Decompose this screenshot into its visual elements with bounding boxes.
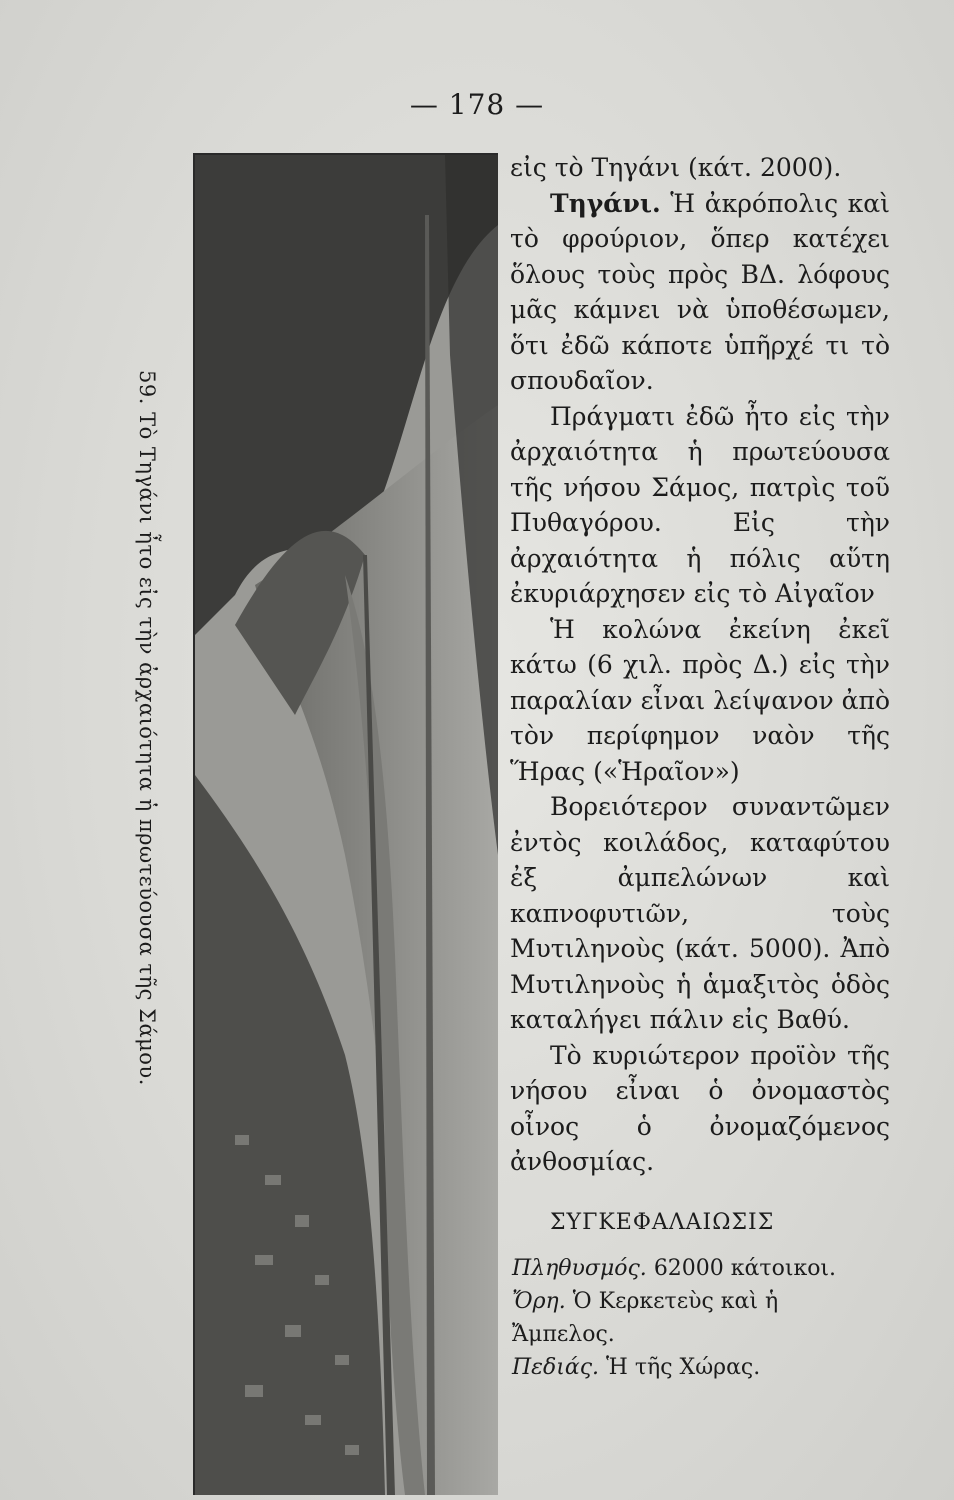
paragraph-6: Τὸ κυριώτερον προϊὸν τῆς νήσου εἶναι ὁ ὀνομαστὸς οἶνος ὁ ὀνομαζόμενος ἀνθοσμίας.	[510, 1040, 890, 1176]
photograph-tigani	[193, 153, 498, 1495]
photograph-landscape	[195, 155, 498, 1495]
summary-block	[512, 1252, 882, 1384]
paragraph-3: Πράγματι ἐδῶ ἦτο εἰς τὴν ἀρχαιότητα ἡ πρωτεύουσα τῆς νήσου Σάμος, πατρὶς τοῦ Πυθαγόρου. Εἰς τὴν ἀρχαιότητα ἡ πόλις αὕτη ἐκυριάρχησεν εἰς τὸ Αἰγαῖον	[510, 401, 890, 608]
summary-title: ΣΥΓΚΕΦΑΛΑΙΩΣΙΣ	[550, 1210, 775, 1235]
summary-mountains: Ὄρη. Ὁ Κερκετεὺς καὶ ἡ	[512, 1289, 779, 1314]
section-heading-tigani: Τηγάνι.	[550, 188, 661, 218]
paragraph-5: Βορειότερον συναντῶμεν ἐντὸς κοιλάδος, καταφύτου ἐξ ἀμπελώνων καὶ καπνοφυτιῶν, τοὺς Μυτιληνοὺς (κάτ. 5000). Ἀπὸ Μυτιληνοὺς ἡ ἁμαξιτὸς ὁδὸς καταλήγει πάλιν εἰς Βαθύ.	[510, 792, 890, 1034]
summary-mountains-cont: Ἄμπελος.	[512, 1322, 615, 1347]
paragraph-2	[510, 186, 890, 399]
paragraph-2-text: Ἡ ἀκρόπολις καὶ τὸ φρούριον, ὅπερ κατέχει ὅλους τοὺς πρὸς ΒΔ. λόφους μᾶς κάμνει νὰ ὑποθέσωμεν, ὅτι ἐδῶ κάποτε ὑπῆρχέ τι τὸ σπουδαῖον.	[510, 188, 890, 395]
summary-plains: Πεδιάς. Ἡ τῆς Χώρας.	[512, 1355, 761, 1380]
figure-caption	[137, 370, 159, 1200]
figure-caption-text: 59. Τὸ Τηγάνι ἦτο εἰς τὴν ἀρχαιότητα ἡ πρωτεύουσα τῆς Σάμου.	[135, 370, 159, 1086]
page-number: — 178 —	[409, 88, 545, 121]
body-text	[510, 150, 890, 1180]
summary-population: Πληθυσμός. 62000 κάτοικοι.	[512, 1256, 837, 1281]
paragraph-4: Ἡ κολώνα ἐκείνη ἐκεῖ κάτω (6 χιλ. πρὸς Δ.) εἰς τὴν παραλίαν εἶναι λείψανον ἀπὸ τὸν περίφημον ναὸν τῆς Ἥρας («Ἡραῖον»)	[510, 614, 890, 786]
paragraph-1: εἰς τὸ Τηγάνι (κάτ. 2000).	[510, 153, 842, 182]
